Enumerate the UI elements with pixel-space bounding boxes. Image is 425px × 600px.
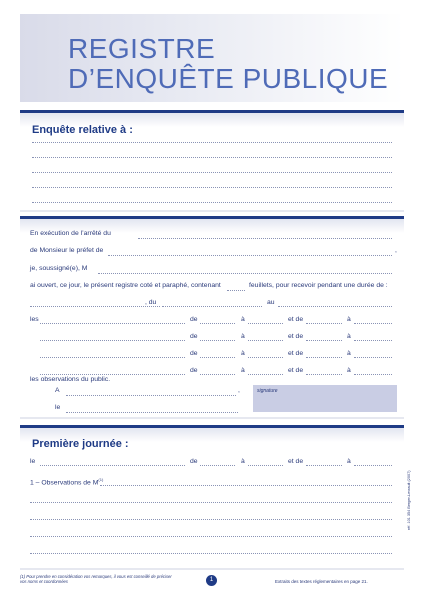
first-day-to-field[interactable] xyxy=(248,465,283,466)
schedule-from-4[interactable] xyxy=(200,374,235,375)
duree-field[interactable] xyxy=(30,306,160,307)
a-label: à xyxy=(241,367,245,374)
de-label: de xyxy=(190,367,198,374)
first-day-from-field[interactable] xyxy=(200,465,235,466)
et-de-label: et de xyxy=(288,350,304,357)
et-de-label: et de xyxy=(288,333,304,340)
schedule-from-1[interactable] xyxy=(200,323,235,324)
registre-label-a: ai ouvert, ce jour, le présent registre coté et paraphé, contenant xyxy=(30,282,221,289)
observations-line-1[interactable] xyxy=(30,502,392,503)
schedule-from-3[interactable] xyxy=(200,357,235,358)
observations-footnote-ref: (1) xyxy=(98,477,104,482)
date-label: le xyxy=(55,404,61,411)
a-label: à xyxy=(347,333,351,340)
title-line-1: REGISTRE xyxy=(68,33,216,64)
header-banner xyxy=(20,14,404,102)
a-label: à xyxy=(241,458,245,465)
prefet-field[interactable] xyxy=(108,255,392,256)
enquete-line-4[interactable] xyxy=(32,187,392,188)
schedule-to-3[interactable] xyxy=(248,357,283,358)
du-label: , du xyxy=(145,299,157,306)
et-de-label: et de xyxy=(288,367,304,374)
schedule-from2-1[interactable] xyxy=(306,323,342,324)
schedule-day-1[interactable] xyxy=(40,323,185,324)
schedule-day-2[interactable] xyxy=(40,340,185,341)
a-label: à xyxy=(347,350,351,357)
signature-box[interactable] xyxy=(253,385,397,412)
section-title-premiere-journee: Première journée : xyxy=(32,438,129,450)
au-field[interactable] xyxy=(278,306,392,307)
enquete-line-1[interactable] xyxy=(32,142,392,143)
schedule-from2-2[interactable] xyxy=(306,340,342,341)
du-field[interactable] xyxy=(162,306,262,307)
footer-reference: Extraits des textes réglementaires en page 21. xyxy=(275,579,368,584)
a-label: à xyxy=(347,367,351,374)
a-label: à xyxy=(241,333,245,340)
observations-line-3[interactable] xyxy=(30,536,392,537)
footnote-line-1: (1) Pour prendre en considération vos remarques, il vous est conseillé de préciser xyxy=(20,574,172,579)
observations-label xyxy=(30,477,103,486)
registre-label-b: feuillets, pour recevoir pendant une durée de : xyxy=(249,282,388,289)
schedule-to2-2[interactable] xyxy=(354,340,392,341)
observations-prefix: 1 – Observations de M xyxy=(30,479,99,487)
schedule-to-4[interactable] xyxy=(248,374,283,375)
section-title-enquete: Enquête relative à : xyxy=(32,124,133,136)
schedule-from-2[interactable] xyxy=(200,340,235,341)
arrete-date-field[interactable] xyxy=(138,238,392,239)
side-reference: réf. 101 354 Berger-Levrault (2007) xyxy=(407,470,411,530)
observations-name-field[interactable] xyxy=(100,485,392,486)
place-field[interactable] xyxy=(66,395,236,396)
de-label: de xyxy=(190,458,198,465)
date-field[interactable] xyxy=(66,412,238,413)
schedule-to-2[interactable] xyxy=(248,340,283,341)
de-label: de xyxy=(190,333,198,340)
a-label: à xyxy=(241,316,245,323)
prefet-label: de Monsieur le préfet de xyxy=(30,247,104,254)
enquete-line-2[interactable] xyxy=(32,157,392,158)
schedule-day-4[interactable] xyxy=(40,374,185,375)
les-label: les xyxy=(30,316,39,323)
first-day-to2-field[interactable] xyxy=(354,465,392,466)
first-day-from2-field[interactable] xyxy=(306,465,342,466)
title-line-2: D’ENQUÊTE PUBLIQUE xyxy=(68,63,389,94)
au-label: au xyxy=(267,299,275,306)
schedule-to2-1[interactable] xyxy=(354,323,392,324)
soussigne-label: je, soussigné(e), M xyxy=(30,265,88,272)
de-label: de xyxy=(190,350,198,357)
a-label: à xyxy=(241,350,245,357)
prefet-comma: , xyxy=(395,247,397,254)
et-de-label: et de xyxy=(288,458,304,465)
page-number-badge: 1 xyxy=(206,575,217,586)
a-label: à xyxy=(347,458,351,465)
section-enquete xyxy=(20,110,404,210)
observations-public-label: les observations du public. xyxy=(30,376,111,383)
observations-line-2[interactable] xyxy=(30,519,392,520)
footnote-line-2: vos noms et coordonnées xyxy=(20,579,68,585)
place-label: A xyxy=(55,387,60,394)
day-label: le xyxy=(30,458,36,465)
footnote xyxy=(20,574,172,585)
enquete-line-3[interactable] xyxy=(32,172,392,173)
a-label: à xyxy=(347,316,351,323)
schedule-to-1[interactable] xyxy=(248,323,283,324)
signature-label: signature xyxy=(257,388,278,394)
de-label: de xyxy=(190,316,198,323)
schedule-day-3[interactable] xyxy=(40,357,185,358)
enquete-line-5[interactable] xyxy=(32,202,392,203)
section-premiere-journee xyxy=(20,425,404,568)
observations-line-4[interactable] xyxy=(30,553,392,554)
feuillets-field[interactable] xyxy=(227,290,245,291)
schedule-from2-3[interactable] xyxy=(306,357,342,358)
schedule-to2-3[interactable] xyxy=(354,357,392,358)
soussigne-field[interactable] xyxy=(98,273,392,274)
schedule-from2-4[interactable] xyxy=(306,374,342,375)
schedule-to2-4[interactable] xyxy=(354,374,392,375)
place-comma: , xyxy=(238,387,240,394)
first-day-date-field[interactable] xyxy=(40,465,185,466)
et-de-label: et de xyxy=(288,316,304,323)
arrete-label: En exécution de l’arrêté du xyxy=(30,230,111,237)
